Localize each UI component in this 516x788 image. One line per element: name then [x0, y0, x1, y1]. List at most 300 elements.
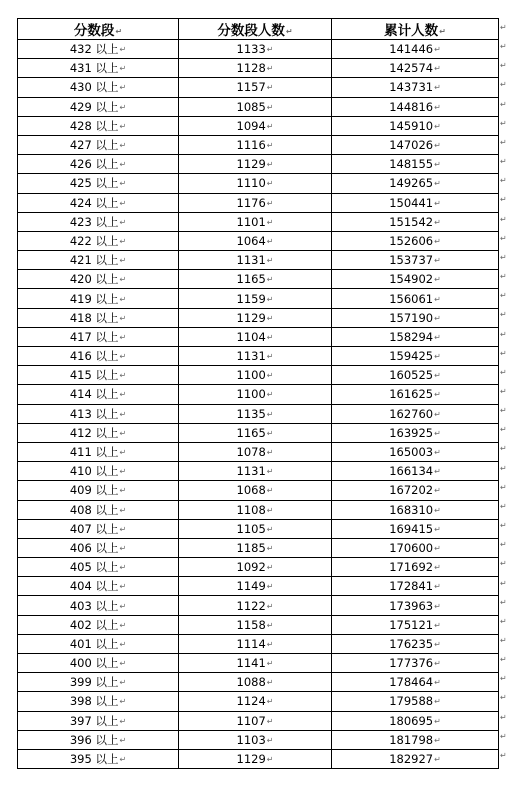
- cell-score-band: [18, 385, 179, 404]
- cell-end-mark: ↵: [266, 45, 274, 55]
- row-end-mark: ↵: [500, 636, 507, 645]
- cell-end-mark: ↵: [434, 755, 441, 765]
- cell-band-count: [179, 462, 332, 481]
- cell-end-mark: ↵: [119, 121, 127, 131]
- cell-score-band: [18, 749, 179, 768]
- cell-end-mark: ↵: [434, 198, 441, 208]
- cell-end-mark: ↵: [434, 102, 441, 112]
- cell-end-mark: ↵: [434, 524, 441, 534]
- cell-score-band: [18, 500, 179, 519]
- table-row: [18, 615, 499, 634]
- header-label: 累计人数: [384, 23, 439, 39]
- cell-value: 423 以上: [69, 214, 119, 229]
- cell-end-mark: ↵: [434, 160, 441, 170]
- cell-value: 169415: [389, 521, 434, 536]
- cell-band-count: [179, 749, 332, 768]
- cell-end-mark: ↵: [434, 121, 441, 131]
- cell-end-mark: ↵: [434, 371, 441, 381]
- cell-band-count: [179, 442, 332, 461]
- cell-cumulative-count: [332, 462, 499, 481]
- cell-value: 182927: [389, 752, 434, 767]
- cell-cumulative-count: [332, 40, 499, 59]
- cell-value: 418 以上: [69, 310, 119, 325]
- row-end-mark: ↵: [500, 23, 507, 32]
- cell-score-band: [18, 711, 179, 730]
- cell-cumulative-count: [332, 615, 499, 634]
- cell-value: 398 以上: [69, 694, 119, 709]
- cell-end-mark: ↵: [266, 601, 274, 611]
- table-row: [18, 155, 499, 174]
- cell-end-mark: ↵: [119, 409, 127, 419]
- cell-end-mark: ↵: [434, 601, 441, 611]
- row-end-mark: ↵: [500, 99, 507, 109]
- row-end-mark: ↵: [500, 712, 507, 722]
- row-end-mark: ↵: [500, 214, 507, 224]
- table-row: [18, 442, 499, 461]
- row-end-mark: ↵: [500, 176, 507, 186]
- row-end-mark: ↵: [500, 310, 507, 320]
- cell-band-count: [179, 289, 332, 308]
- cell-end-mark: ↵: [119, 639, 127, 649]
- cell-band-count: [179, 59, 332, 78]
- row-end-marks: [500, 18, 510, 765]
- cell-score-band: [18, 59, 179, 78]
- cell-score-band: [18, 577, 179, 596]
- cell-end-mark: ↵: [434, 179, 441, 189]
- cell-end-mark: ↵: [119, 45, 127, 55]
- cell-value: 404 以上: [69, 579, 119, 594]
- cell-score-band: [18, 135, 179, 154]
- cell-band-count: [179, 654, 332, 673]
- cell-end-mark: ↵: [119, 256, 127, 266]
- cell-value: 144816: [389, 99, 434, 114]
- cell-value: 395 以上: [69, 752, 119, 767]
- cell-end-mark: ↵: [266, 313, 274, 323]
- cell-end-mark: ↵: [266, 332, 274, 342]
- row-end-mark: ↵: [500, 272, 507, 282]
- header-cumulative-count: [332, 19, 499, 40]
- cell-value: 1128: [236, 61, 266, 76]
- cell-value: 1185: [236, 540, 266, 555]
- cell-value: 1157: [236, 80, 266, 95]
- cell-cumulative-count: [332, 116, 499, 135]
- cell-value: 1088: [236, 675, 266, 690]
- cell-cumulative-count: [332, 558, 499, 577]
- cell-end-mark: ↵: [266, 102, 274, 112]
- cell-cumulative-count: [332, 231, 499, 250]
- cell-band-count: [179, 615, 332, 634]
- cell-value: 147026: [389, 138, 434, 153]
- cell-end-mark: ↵: [119, 390, 127, 400]
- cell-score-band: [18, 116, 179, 135]
- row-end-mark: ↵: [500, 386, 507, 396]
- row-end-mark: ↵: [500, 367, 507, 377]
- cell-score-band: [18, 212, 179, 231]
- cell-end-mark: ↵: [119, 678, 127, 688]
- cell-end-mark: ↵: [266, 659, 274, 669]
- table-row: [18, 78, 499, 97]
- cell-value: 143731: [389, 80, 434, 95]
- table-row: [18, 385, 499, 404]
- table-row: [18, 673, 499, 692]
- cell-value: 1103: [236, 732, 266, 747]
- cell-cumulative-count: [332, 654, 499, 673]
- cell-cumulative-count: [332, 193, 499, 212]
- cell-band-count: [179, 97, 332, 116]
- table-row: [18, 596, 499, 615]
- cell-score-band: [18, 423, 179, 442]
- cell-end-mark: ↵: [119, 83, 127, 93]
- cell-value: 1149: [236, 579, 266, 594]
- table-header-row: [18, 19, 499, 40]
- cell-score-band: [18, 730, 179, 749]
- cell-score-band: [18, 97, 179, 116]
- cell-end-mark: ↵: [266, 505, 274, 515]
- cell-value: 1158: [236, 617, 266, 632]
- cell-value: 431 以上: [69, 61, 119, 76]
- cell-value: 1165: [236, 272, 266, 287]
- cell-value: 141446: [389, 42, 434, 57]
- table-row: [18, 730, 499, 749]
- cell-end-mark: ↵: [119, 428, 127, 438]
- cell-end-mark: ↵: [266, 83, 274, 93]
- cell-band-count: [179, 634, 332, 653]
- cell-end-mark: ↵: [266, 697, 274, 707]
- cell-score-band: [18, 174, 179, 193]
- cell-value: 152606: [389, 233, 434, 248]
- cell-cumulative-count: [332, 519, 499, 538]
- cell-end-mark: ↵: [434, 64, 441, 74]
- cell-value: 1100: [236, 387, 266, 402]
- table-row: [18, 327, 499, 346]
- cell-band-count: [179, 231, 332, 250]
- cell-band-count: [179, 270, 332, 289]
- cell-band-count: [179, 385, 332, 404]
- cell-value: 177376: [389, 656, 434, 671]
- cell-value: 1101: [236, 214, 266, 229]
- cell-value: 417 以上: [69, 329, 119, 344]
- cell-band-count: [179, 730, 332, 749]
- cell-end-mark: ↵: [119, 275, 127, 285]
- cell-value: 151542: [389, 214, 434, 229]
- cell-value: 1124: [236, 694, 266, 709]
- cell-value: 399 以上: [69, 675, 119, 690]
- row-end-mark: ↵: [500, 425, 507, 435]
- cell-value: 1092: [236, 560, 266, 575]
- cell-score-band: [18, 673, 179, 692]
- cell-end-mark: ↵: [266, 141, 274, 151]
- cell-score-band: [18, 40, 179, 59]
- cell-value: 178464: [389, 675, 434, 690]
- cell-value: 156061: [389, 291, 434, 306]
- row-end-mark: ↵: [500, 463, 507, 473]
- cell-band-count: [179, 174, 332, 193]
- cell-cumulative-count: [332, 97, 499, 116]
- table-row: [18, 212, 499, 231]
- cell-cumulative-count: [332, 270, 499, 289]
- cell-cumulative-count: [332, 347, 499, 366]
- cell-value: 425 以上: [69, 176, 119, 191]
- table-row: [18, 711, 499, 730]
- cell-cumulative-count: [332, 423, 499, 442]
- cell-end-mark: ↵: [434, 697, 441, 707]
- cell-value: 150441: [389, 195, 434, 210]
- cell-cumulative-count: [332, 212, 499, 231]
- cell-value: 409 以上: [69, 483, 119, 498]
- cell-band-count: [179, 40, 332, 59]
- cell-band-count: [179, 711, 332, 730]
- cell-end-mark: ↵: [439, 27, 446, 36]
- row-end-mark: ↵: [500, 348, 507, 358]
- cell-end-mark: ↵: [434, 505, 441, 515]
- cell-end-mark: ↵: [119, 179, 127, 189]
- cell-value: 1135: [236, 406, 266, 421]
- cell-end-mark: ↵: [266, 620, 274, 630]
- row-end-mark: ↵: [500, 157, 507, 167]
- cell-value: 428 以上: [69, 118, 119, 133]
- cell-value: 411 以上: [69, 445, 119, 460]
- cell-score-band: [18, 596, 179, 615]
- cell-end-mark: ↵: [266, 563, 274, 573]
- cell-cumulative-count: [332, 59, 499, 78]
- row-end-mark: ↵: [500, 578, 507, 588]
- cell-end-mark: ↵: [434, 45, 441, 55]
- cell-end-mark: ↵: [119, 601, 127, 611]
- row-end-mark: ↵: [500, 616, 507, 626]
- cell-value: 161625: [389, 387, 434, 402]
- row-end-mark: ↵: [500, 233, 507, 243]
- cell-value: 153737: [389, 253, 434, 268]
- cell-end-mark: ↵: [266, 64, 274, 74]
- cell-cumulative-count: [332, 730, 499, 749]
- table-header: [18, 19, 499, 40]
- cell-score-band: [18, 462, 179, 481]
- cell-end-mark: ↵: [266, 256, 274, 266]
- cell-value: 413 以上: [69, 406, 119, 421]
- cell-end-mark: ↵: [266, 639, 274, 649]
- cell-cumulative-count: [332, 538, 499, 557]
- cell-value: 1129: [236, 752, 266, 767]
- cell-value: 424 以上: [69, 195, 119, 210]
- cell-value: 403 以上: [69, 598, 119, 613]
- cell-end-mark: ↵: [434, 448, 441, 458]
- cell-value: 396 以上: [69, 732, 119, 747]
- cell-value: 1064: [236, 233, 266, 248]
- cell-end-mark: ↵: [119, 486, 127, 496]
- cell-cumulative-count: [332, 366, 499, 385]
- cell-end-mark: ↵: [119, 524, 127, 534]
- cell-score-band: [18, 308, 179, 327]
- cell-value: 1131: [236, 253, 266, 268]
- cell-band-count: [179, 308, 332, 327]
- cell-value: 401 以上: [69, 636, 119, 651]
- score-distribution-table: [17, 18, 499, 769]
- cell-value: 1085: [236, 99, 266, 114]
- cell-value: 1107: [236, 713, 266, 728]
- cell-end-mark: ↵: [266, 524, 274, 534]
- header-score-band: [18, 19, 179, 40]
- cell-band-count: [179, 577, 332, 596]
- cell-end-mark: ↵: [434, 678, 441, 688]
- cell-score-band: [18, 231, 179, 250]
- cell-end-mark: ↵: [266, 179, 274, 189]
- table-row: [18, 308, 499, 327]
- cell-end-mark: ↵: [266, 428, 274, 438]
- table-row: [18, 270, 499, 289]
- cell-value: 421 以上: [69, 253, 119, 268]
- cell-band-count: [179, 155, 332, 174]
- cell-value: 402 以上: [69, 617, 119, 632]
- row-end-mark: ↵: [500, 137, 507, 147]
- cell-value: 163925: [389, 425, 434, 440]
- table-row: [18, 366, 499, 385]
- cell-end-mark: ↵: [266, 390, 274, 400]
- cell-end-mark: ↵: [266, 755, 274, 765]
- cell-value: 159425: [389, 349, 434, 364]
- cell-cumulative-count: [332, 711, 499, 730]
- cell-end-mark: ↵: [266, 121, 274, 131]
- cell-band-count: [179, 519, 332, 538]
- cell-value: 166134: [389, 464, 434, 479]
- cell-cumulative-count: [332, 442, 499, 461]
- cell-end-mark: ↵: [434, 275, 441, 285]
- table-row: [18, 462, 499, 481]
- table-row: [18, 231, 499, 250]
- cell-value: 162760: [389, 406, 434, 421]
- cell-end-mark: ↵: [266, 236, 274, 246]
- cell-end-mark: ↵: [434, 332, 441, 342]
- row-end-mark: ↵: [500, 61, 507, 71]
- cell-band-count: [179, 116, 332, 135]
- cell-score-band: [18, 442, 179, 461]
- cell-end-mark: ↵: [119, 582, 127, 592]
- cell-end-mark: ↵: [266, 160, 274, 170]
- cell-value: 419 以上: [69, 291, 119, 306]
- cell-cumulative-count: [332, 500, 499, 519]
- cell-value: 157190: [389, 310, 434, 325]
- table-row: [18, 538, 499, 557]
- cell-band-count: [179, 673, 332, 692]
- table-row: [18, 634, 499, 653]
- cell-end-mark: ↵: [434, 735, 441, 745]
- row-end-mark: ↵: [500, 559, 507, 569]
- cell-end-mark: ↵: [119, 102, 127, 112]
- table-row: [18, 289, 499, 308]
- cell-value: 179588: [389, 694, 434, 709]
- cell-end-mark: ↵: [119, 659, 127, 669]
- cell-end-mark: ↵: [434, 639, 441, 649]
- cell-end-mark: ↵: [266, 467, 274, 477]
- cell-end-mark: ↵: [434, 659, 441, 669]
- cell-value: 1129: [236, 157, 266, 172]
- cell-score-band: [18, 692, 179, 711]
- cell-value: 415 以上: [69, 368, 119, 383]
- table-row: [18, 500, 499, 519]
- cell-score-band: [18, 78, 179, 97]
- cell-end-mark: ↵: [266, 352, 274, 362]
- cell-end-mark: ↵: [119, 141, 127, 151]
- cell-value: 167202: [389, 483, 434, 498]
- cell-end-mark: ↵: [266, 371, 274, 381]
- table-row: [18, 423, 499, 442]
- cell-cumulative-count: [332, 251, 499, 270]
- cell-end-mark: ↵: [434, 428, 441, 438]
- cell-value: 142574: [389, 61, 434, 76]
- cell-value: 1100: [236, 368, 266, 383]
- cell-cumulative-count: [332, 692, 499, 711]
- cell-value: 154902: [389, 272, 434, 287]
- cell-value: 176235: [389, 636, 434, 651]
- row-end-mark: ↵: [500, 406, 507, 416]
- row-end-mark: ↵: [500, 291, 507, 301]
- cell-band-count: [179, 423, 332, 442]
- cell-score-band: [18, 519, 179, 538]
- table-row: [18, 481, 499, 500]
- cell-value: 427 以上: [69, 138, 119, 153]
- cell-value: 1108: [236, 502, 266, 517]
- cell-band-count: [179, 135, 332, 154]
- cell-value: 420 以上: [69, 272, 119, 287]
- table-row: [18, 193, 499, 212]
- cell-value: 1110: [236, 176, 266, 191]
- row-end-mark: ↵: [500, 118, 507, 128]
- row-end-mark: ↵: [500, 655, 507, 665]
- cell-band-count: [179, 193, 332, 212]
- cell-value: 422 以上: [69, 233, 119, 248]
- cell-end-mark: ↵: [115, 27, 123, 36]
- cell-value: 429 以上: [69, 99, 119, 114]
- cell-value: 400 以上: [69, 656, 119, 671]
- cell-score-band: [18, 251, 179, 270]
- row-end-mark: ↵: [500, 674, 507, 684]
- cell-value: 1068: [236, 483, 266, 498]
- cell-value: 1131: [236, 349, 266, 364]
- cell-value: 397 以上: [69, 713, 119, 728]
- cell-score-band: [18, 366, 179, 385]
- cell-cumulative-count: [332, 327, 499, 346]
- cell-band-count: [179, 692, 332, 711]
- cell-band-count: [179, 596, 332, 615]
- table-row: [18, 654, 499, 673]
- cell-value: 171692: [389, 560, 434, 575]
- cell-end-mark: ↵: [119, 697, 127, 707]
- cell-end-mark: ↵: [119, 716, 127, 726]
- cell-end-mark: ↵: [434, 217, 441, 227]
- cell-end-mark: ↵: [119, 543, 127, 553]
- cell-score-band: [18, 558, 179, 577]
- row-end-mark: ↵: [500, 444, 507, 454]
- cell-score-band: [18, 404, 179, 423]
- row-end-mark: ↵: [500, 597, 507, 607]
- cell-end-mark: ↵: [434, 486, 441, 496]
- cell-end-mark: ↵: [266, 275, 274, 285]
- cell-value: 1116: [236, 138, 266, 153]
- cell-cumulative-count: [332, 289, 499, 308]
- table-row: [18, 558, 499, 577]
- cell-band-count: [179, 212, 332, 231]
- table-row: [18, 40, 499, 59]
- cell-end-mark: ↵: [434, 620, 441, 630]
- row-end-mark: ↵: [500, 521, 507, 531]
- table-row: [18, 174, 499, 193]
- row-end-mark: ↵: [500, 731, 507, 741]
- table-row: [18, 251, 499, 270]
- cell-value: 172841: [389, 579, 434, 594]
- cell-end-mark: ↵: [266, 582, 274, 592]
- cell-end-mark: ↵: [266, 716, 274, 726]
- cell-end-mark: ↵: [119, 735, 127, 745]
- cell-value: 1122: [236, 598, 266, 613]
